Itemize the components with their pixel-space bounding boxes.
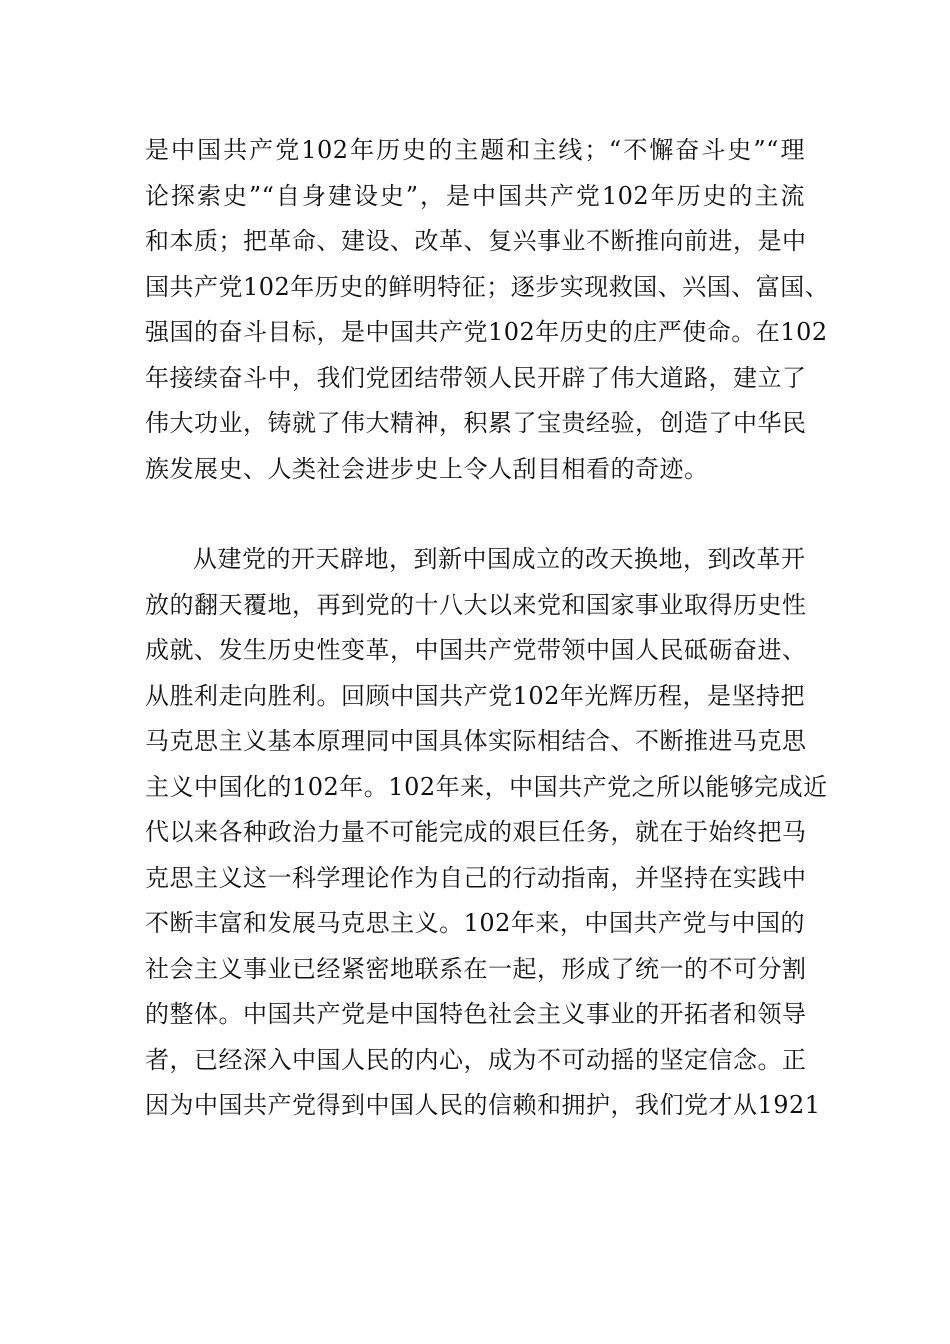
text-line: 社会主义事业已经紧密地联系在一起，形成了统一的不可分割 bbox=[145, 954, 807, 983]
text-line: 是中国共产党102年历史的主题和主线；“不懈奋斗史”“理 bbox=[145, 136, 805, 164]
text-line: 的整体。中国共产党是中国特色社会主义事业的开拓者和领导 bbox=[145, 1000, 807, 1028]
text-line: 和本质；把革命、建设、改革、复兴事业不断推向前进，是中 bbox=[145, 227, 807, 255]
text-line: 论探索史”“自身建设史”，是中国共产党102年历史的主流 bbox=[145, 181, 805, 210]
text-line: 放的翻天覆地，再到党的十八大以来党和国家事业取得历史性 bbox=[145, 590, 807, 619]
text-line: 主义中国化的102年。102年来，中国共产党之所以能够完成近 bbox=[145, 772, 828, 801]
text-line: 年接续奋斗中，我们党团结带领人民开辟了伟大道路，建立了 bbox=[145, 363, 807, 392]
text-line: 从建党的开天辟地，到新中国成立的改天换地，到改革开 bbox=[193, 545, 806, 573]
text-line: 族发展史、人类社会进步史上令人刮目相看的奇迹。 bbox=[145, 454, 709, 483]
text-line: 不断丰富和发展马克思主义。102年来，中国共产党与中国的 bbox=[145, 909, 805, 937]
paragraph-1 bbox=[145, 128, 830, 492]
text-line: 者，已经深入中国人民的内心，成为不可动摇的坚定信念。正 bbox=[145, 1045, 807, 1074]
text-line: 成就、发生历史性变革，中国共产党带领中国人民砥砺奋进、 bbox=[145, 636, 807, 664]
text-line: 因为中国共产党得到中国人民的信赖和拥护，我们党才从1921 bbox=[145, 1091, 821, 1119]
text-line: 克思主义这一科学理论作为自己的行动指南，并坚持在实践中 bbox=[145, 863, 807, 892]
text-line: 马克思主义基本原理同中国具体实际相结合、不断推进马克思 bbox=[145, 727, 807, 755]
text-line: 从胜利走向胜利。回顾中国共产党102年光辉历程，是坚持把 bbox=[145, 681, 805, 710]
text-line: 国共产党102年历史的鲜明特征；逐步实现救国、兴国、富国、 bbox=[145, 272, 830, 301]
text-line: 强国的奋斗目标，是中国共产党102年历史的庄严使命。在102 bbox=[145, 318, 828, 346]
paragraph-2 bbox=[145, 537, 828, 1129]
text-line: 代以来各种政治力量不可能完成的艰巨任务，就在于始终把马 bbox=[145, 818, 807, 846]
text-line: 伟大功业，铸就了伟大精神，积累了宝贵经验，创造了中华民 bbox=[145, 409, 807, 437]
